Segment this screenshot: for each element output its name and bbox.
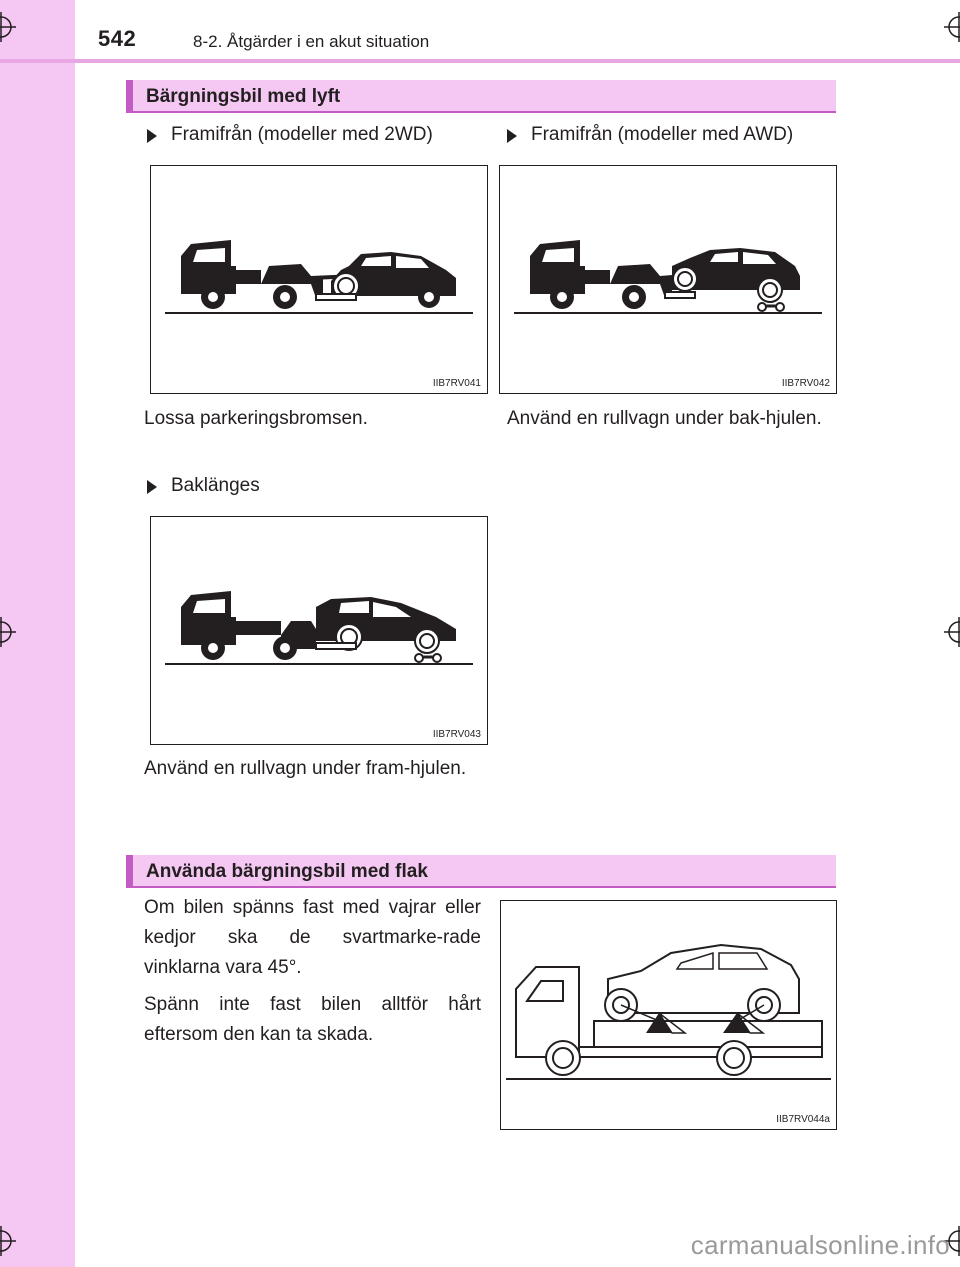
subheading-text: Framifrån (modeller med AWD): [531, 124, 794, 145]
tow-truck-rear-illustration: [151, 517, 487, 744]
caption-rear: [144, 754, 480, 784]
section-reference: 8-2. Åtgärder i en akut situation: [193, 32, 430, 51]
bullet-arrow-icon: [507, 129, 517, 143]
tow-truck-front-2wd-illustration: [151, 166, 487, 393]
registration-mark-top-right: [944, 12, 960, 42]
flatbed-instructions: [144, 893, 481, 1050]
header-rule: [0, 59, 960, 63]
caption-text: Lossa parkeringsbromsen.: [144, 408, 368, 429]
registration-mark-top-left: [0, 12, 16, 42]
subheading-rear: [147, 475, 447, 499]
figure-code: IIB7RV042: [781, 378, 830, 389]
bullet-arrow-icon: [147, 129, 157, 143]
section-heading-flatbed: [126, 855, 836, 888]
caption-text: Använd en rullvagn under fram-hjulen.: [144, 758, 467, 779]
figure-code: IIB7RV044a: [776, 1114, 830, 1125]
paragraph-tie-down-angle: Om bilen spänns fast med vajrar eller kedjor ska de svartmarke-rade vinklarna vara 45°.: [144, 897, 481, 978]
caption-front-awd: [507, 404, 833, 434]
tow-truck-front-awd-illustration: [500, 166, 836, 393]
caption-text: Använd en rullvagn under bak-hjulen.: [507, 408, 822, 429]
caption-front-2wd: [144, 404, 484, 434]
paragraph-tie-down-warning: Spänn inte fast bilen alltför hårt eftersom den kan ta skada.: [144, 994, 481, 1045]
registration-mark-mid-left: [0, 617, 16, 647]
bullet-arrow-icon: [147, 480, 157, 494]
section-heading-text: Använda bärgningsbil med flak: [146, 861, 428, 882]
subheading-front-awd: [507, 124, 837, 148]
flatbed-truck-illustration: [501, 901, 836, 1129]
watermark: carmanualsonline.info: [690, 1230, 950, 1260]
figure-flatbed: [500, 900, 837, 1130]
registration-mark-mid-right: [944, 617, 960, 647]
section-heading-text: Bärgningsbil med lyft: [146, 86, 341, 107]
figure-front-tow-awd: [499, 165, 837, 394]
subheading-text: Baklänges: [171, 475, 260, 496]
figure-front-tow-2wd: [150, 165, 488, 394]
registration-mark-bottom-left: [0, 1226, 16, 1256]
subheading-front-2wd: [147, 124, 487, 148]
figure-code: IIB7RV043: [432, 729, 481, 740]
figure-rear-tow: [150, 516, 488, 745]
section-heading-wheel-lift: [126, 80, 836, 113]
figure-code: IIB7RV041: [432, 378, 481, 389]
subheading-text: Framifrån (modeller med 2WD): [171, 124, 433, 145]
page-number: 542: [98, 26, 137, 51]
